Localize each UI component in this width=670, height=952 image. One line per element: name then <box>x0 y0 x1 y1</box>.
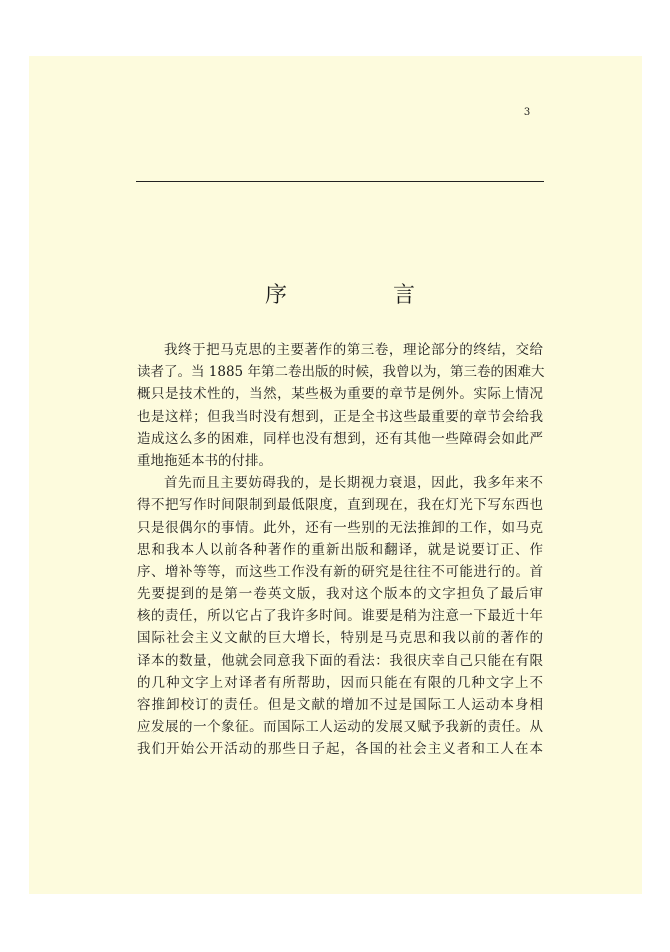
text-line: 序、增补等等，而这些工作没有新的研究是往往不可能进行的。首 <box>137 563 543 580</box>
text-line: 容推卸校订的责任。但是文献的增加不过是国际工人运动本身相 <box>137 697 543 713</box>
text-line: 重地拖延本书的付排。 <box>137 452 272 469</box>
text-line: 我终于把马克思的主要著作的第三卷，理论部分的终结，交给 <box>164 342 543 358</box>
header-rule <box>136 181 544 182</box>
text-line: 国际社会主义文献的巨大增长，特别是马克思和我以前的著作的 <box>137 630 543 647</box>
text-line: 核的责任，所以它占了我许多时间。谁要是稍为注意一下最近十年 <box>137 608 543 625</box>
text-line: 思和我本人以前各种著作的重新出版和翻译，就是说要订正、作 <box>137 541 543 558</box>
text-line: 先要提到的是第一卷英文版，我对这个版本的文字担负了最后审 <box>137 586 543 603</box>
text-line: 我们开始公开活动的那些日子起，各国的社会主义者和工人在本 <box>137 741 543 758</box>
text-line: 读者了。当 1885 年第二卷出版的时候，我曾以为，第三卷的困难大 <box>137 364 545 381</box>
chapter-title: 序 言 <box>264 283 457 308</box>
text-line: 的几种文字上对译者有所帮助，因而只能在有限的几种文字上不 <box>137 674 543 691</box>
text-line: 造成这么多的困难，同样也没有想到，还有其他一些障碍会如此严 <box>137 430 543 447</box>
text-line: 应发展的一个象征。而国际工人运动的发展又赋予我新的责任。从 <box>137 719 543 736</box>
text-line: 得不把写作时间限制到最低限度，直到现在，我在灯光下写东西也 <box>137 497 543 514</box>
text-line: 首先而且主要妨碍我的，是长期视力衰退，因此，我多年来不 <box>164 475 543 492</box>
text-line: 译本的数量，他就会同意我下面的看法：我很庆幸自己只能在有限 <box>137 652 543 669</box>
text-line: 只是很偶尔的事情。此外，还有一些别的无法推卸的工作，如马克 <box>137 519 543 536</box>
text-line: 概只是技术性的，当然，某些极为重要的章节是例外。实际上情况 <box>137 386 543 403</box>
page-number: 3 <box>523 107 531 118</box>
text-line: 也是这样；但我当时没有想到，正是全书这些最重要的章节会给我 <box>137 408 543 425</box>
body-text <box>137 339 543 761</box>
